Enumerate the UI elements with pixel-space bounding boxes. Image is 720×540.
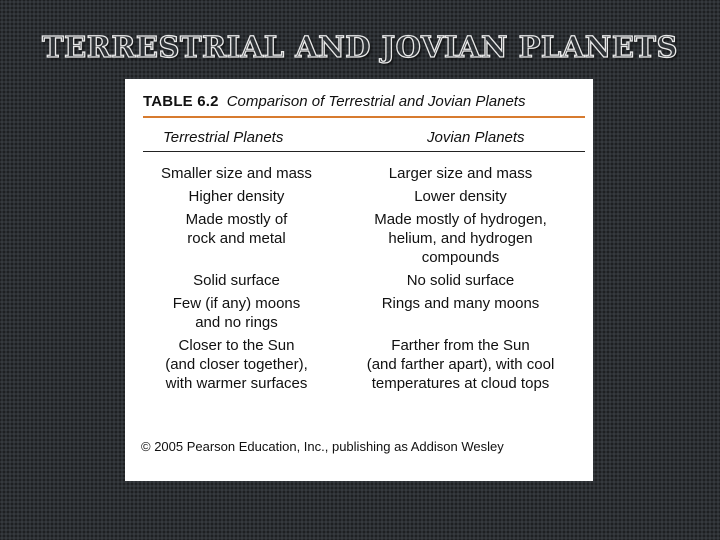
table-row <box>139 164 587 183</box>
table-label: TABLE 6.2 <box>143 93 219 110</box>
jovian-cell: Made mostly of hydrogen, helium, and hydrogen compounds <box>374 211 547 266</box>
jovian-cell: No solid surface <box>406 272 515 289</box>
table-figure <box>125 79 593 481</box>
table-row <box>139 187 587 206</box>
terrestrial-cell: Few (if any) moons and no rings <box>172 295 301 331</box>
column-header-terrestrial: Terrestrial Planets <box>163 129 284 146</box>
table-caption <box>143 93 583 110</box>
jovian-cell: Rings and many moons <box>381 295 540 312</box>
slide-title: TERRESTRIAL AND JOVIAN PLANETS <box>42 30 678 64</box>
table-row <box>139 294 587 332</box>
terrestrial-cell: Solid surface <box>193 272 280 289</box>
copyright-footer: © 2005 Pearson Education, Inc., publishing as Addison Wesley <box>141 439 504 454</box>
terrestrial-cell: Smaller size and mass <box>161 165 312 182</box>
jovian-cell: Lower density <box>414 188 507 205</box>
jovian-cell: Farther from the Sun (and farther apart), with cool temperatures at cloud tops <box>366 337 555 392</box>
table-row <box>139 210 587 267</box>
column-header-jovian: Jovian Planets <box>427 129 525 146</box>
header-rule <box>143 151 585 152</box>
jovian-cell: Larger size and mass <box>388 165 533 182</box>
terrestrial-cell: Closer to the Sun (and closer together), with warmer surfaces <box>165 337 308 392</box>
terrestrial-cell: Higher density <box>188 188 285 205</box>
table-body <box>139 164 587 397</box>
table-caption-text: Comparison of Terrestrial and Jovian Planets <box>226 93 526 110</box>
terrestrial-cell: Made mostly of rock and metal <box>185 211 288 247</box>
table-row <box>139 336 587 393</box>
table-row <box>139 271 587 290</box>
caption-rule <box>143 116 585 118</box>
